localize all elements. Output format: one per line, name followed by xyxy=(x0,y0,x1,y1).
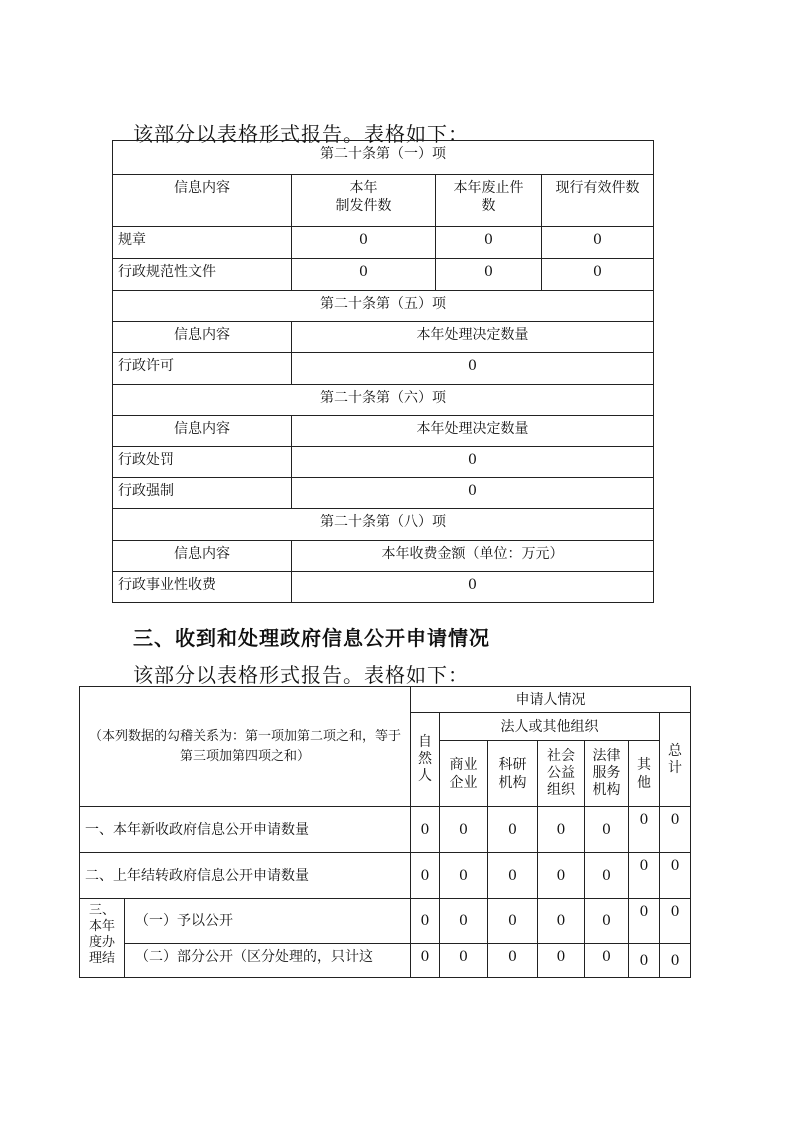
row-full-disclosure-value: 0 xyxy=(585,899,629,944)
row-partial-disclosure-value: 0 xyxy=(585,944,629,978)
item6-title: 第二十条第（六）项 xyxy=(113,385,654,416)
item5-header-content: 信息内容 xyxy=(113,322,292,353)
row-admin-fees-label: 行政事业性收费 xyxy=(113,572,292,603)
row-carried-over-value: 0 xyxy=(411,853,440,899)
col-public-welfare: 社会 公益 组织 xyxy=(538,741,585,807)
row-partial-disclosure-value: 0 xyxy=(411,944,440,978)
row-carried-over-value: 0 xyxy=(629,853,660,899)
row-new-applications-value: 0 xyxy=(538,807,585,853)
row-full-disclosure-value: 0 xyxy=(538,899,585,944)
row-carried-over-value: 0 xyxy=(660,853,691,899)
item1-header-valid: 现行有效件数 xyxy=(542,175,654,227)
row-admin-license-value: 0 xyxy=(292,353,654,385)
row-new-applications-value: 0 xyxy=(411,807,440,853)
row-admin-license-label: 行政许可 xyxy=(113,353,292,385)
row-admin-enforcement-label: 行政强制 xyxy=(113,478,292,509)
col-other: 其 他 xyxy=(629,741,660,807)
article20-table xyxy=(112,140,654,603)
row-admin-penalty-label: 行政处罚 xyxy=(113,447,292,478)
table-note: （本列数据的勾稽关系为：第一项加第二项之和，等于第三项加第四项之和） xyxy=(80,687,411,807)
row-carried-over-value: 0 xyxy=(538,853,585,899)
item8-header-content: 信息内容 xyxy=(113,541,292,572)
row-full-disclosure-value: 0 xyxy=(488,899,538,944)
row-partial-disclosure-value: 0 xyxy=(488,944,538,978)
row-full-disclosure-value: 0 xyxy=(660,899,691,944)
row-full-disclosure-value: 0 xyxy=(440,899,488,944)
row-carried-over-label: 二、上年结转政府信息公开申请数量 xyxy=(80,853,411,899)
row-partial-disclosure-value: 0 xyxy=(538,944,585,978)
section3-intro: 该部分以表格形式报告。表格如下： xyxy=(133,663,469,687)
item5-title: 第二十条第（五）项 xyxy=(113,291,654,322)
item8-header-amount: 本年收费金额（单位：万元） xyxy=(292,541,654,572)
row-partial-disclosure-value: 0 xyxy=(629,944,660,978)
item8-title: 第二十条第（八）项 xyxy=(113,509,654,541)
row-new-applications-value: 0 xyxy=(629,807,660,853)
row-group-label: 三、 本年 度办 理结 xyxy=(80,899,125,978)
row-new-applications-value: 0 xyxy=(660,807,691,853)
section2-intro: 该部分以表格形式报告。表格如下： xyxy=(133,122,469,146)
row-normative-docs-value: 0 xyxy=(542,259,654,291)
row-new-applications-value: 0 xyxy=(440,807,488,853)
col-natural-person: 自 然 人 xyxy=(411,713,440,807)
row-partial-disclosure-value: 0 xyxy=(440,944,488,978)
row-regulations-value: 0 xyxy=(542,227,654,259)
row-new-applications-label: 一、本年新收政府信息公开申请数量 xyxy=(80,807,411,853)
col-total: 总 计 xyxy=(660,713,691,807)
row-partial-disclosure-label: （二）部分公开（区分处理的，只计这 xyxy=(125,944,411,978)
row-normative-docs-value: 0 xyxy=(292,259,436,291)
item1-header-content: 信息内容 xyxy=(113,175,292,227)
applicant-header: 申请人情况 xyxy=(411,687,691,713)
item6-header-content: 信息内容 xyxy=(113,416,292,447)
row-new-applications-value: 0 xyxy=(488,807,538,853)
item5-header-count: 本年处理决定数量 xyxy=(292,322,654,353)
col-legal-service: 法律 服务 机构 xyxy=(585,741,629,807)
legal-header: 法人或其他组织 xyxy=(440,713,660,741)
row-regulations-value: 0 xyxy=(292,227,436,259)
row-regulations-label: 规章 xyxy=(113,227,292,259)
row-carried-over-value: 0 xyxy=(440,853,488,899)
item1-header-abolished: 本年废止件 数 xyxy=(436,175,542,227)
row-admin-fees-value: 0 xyxy=(292,572,654,603)
row-normative-docs-label: 行政规范性文件 xyxy=(113,259,292,291)
row-full-disclosure-value: 0 xyxy=(411,899,440,944)
section3-heading: 三、收到和处理政府信息公开申请情况 xyxy=(133,626,490,650)
item6-header-count: 本年处理决定数量 xyxy=(292,416,654,447)
row-admin-enforcement-value: 0 xyxy=(292,478,654,509)
col-commercial: 商业 企业 xyxy=(440,741,488,807)
row-admin-penalty-value: 0 xyxy=(292,447,654,478)
col-research: 科研 机构 xyxy=(488,741,538,807)
row-partial-disclosure-value: 0 xyxy=(660,944,691,978)
application-table xyxy=(79,686,691,978)
row-new-applications-value: 0 xyxy=(585,807,629,853)
row-regulations-value: 0 xyxy=(436,227,542,259)
row-carried-over-value: 0 xyxy=(585,853,629,899)
row-full-disclosure-value: 0 xyxy=(629,899,660,944)
item1-header-issued: 本年 制发件数 xyxy=(292,175,436,227)
row-full-disclosure-label: （一）予以公开 xyxy=(125,899,411,944)
row-carried-over-value: 0 xyxy=(488,853,538,899)
item1-title: 第二十条第（一）项 xyxy=(113,141,654,175)
row-normative-docs-value: 0 xyxy=(436,259,542,291)
